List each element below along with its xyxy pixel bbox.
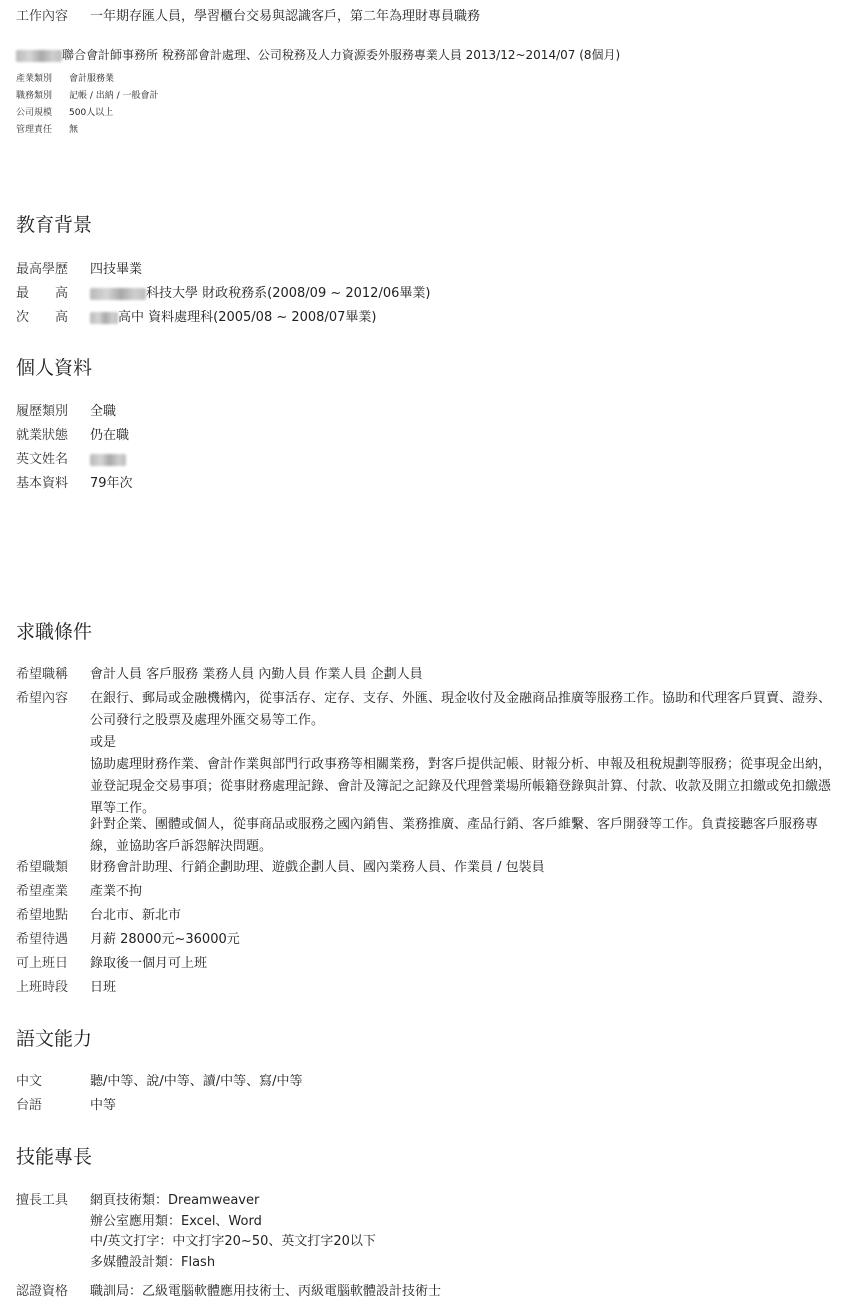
detail-label: 公司規模 — [16, 108, 53, 118]
skills-cert-label: 認證資格 — [16, 1284, 69, 1299]
education-highest-label: 最高學歷 — [16, 262, 69, 277]
redacted-english-name — [90, 454, 126, 466]
skills-tools-label: 擅長工具 — [16, 1193, 69, 1208]
job-value: 錄取後一個月可上班 — [90, 956, 208, 971]
job-label: 希望產業 — [16, 884, 69, 899]
job-label: 希望職類 — [16, 860, 69, 875]
redacted-company-name — [16, 50, 62, 62]
language-label: 中文 — [16, 1074, 43, 1089]
skills-tool-item: 辦公室應用類：Excel、Word — [90, 1214, 262, 1229]
job-value: 月薪 28000元~36000元 — [90, 932, 240, 947]
skills-cert-value: 職訓局：乙級電腦軟體應用技術士、丙級電腦軟體設計技術士 — [90, 1284, 442, 1299]
education-second-value: 高中 資料處理科(2005/08 ~ 2008/07畢業) — [118, 310, 377, 325]
job-content-or: 或是 — [90, 735, 117, 750]
job-heading: 求職條件 — [16, 621, 93, 643]
job-label: 希望地點 — [16, 908, 69, 923]
personal-value-wrap — [90, 451, 126, 469]
job-label: 希望待遇 — [16, 932, 69, 947]
experience-company-row — [16, 46, 620, 64]
job-value: 財務會計助理、行銷企劃助理、遊戲企劃人員、國內業務人員、作業員 / 包裝員 — [90, 860, 545, 875]
work-content-value: 一年期存匯人員，學習櫃台交易與認識客戶，第二年為理財專員職務 — [90, 9, 481, 24]
personal-value: 79年次 — [90, 476, 133, 491]
education-second-label: 次 高 — [16, 310, 69, 325]
redacted-school-name — [90, 312, 118, 324]
experience-company-text: 聯合會計師事務所 稅務部會計處理、公司稅務及人力資源委外服務專業人員 2013/12~2014/07 (8個月) — [62, 48, 621, 62]
personal-label: 履歷類別 — [16, 404, 69, 419]
detail-value: 500人以上 — [69, 108, 114, 118]
language-heading: 語文能力 — [16, 1028, 93, 1050]
personal-heading: 個人資料 — [16, 357, 93, 379]
personal-value: 仍在職 — [90, 428, 130, 443]
detail-value: 無 — [69, 125, 79, 135]
job-content-paragraph: 協助處理財務作業、會計作業與部門行政事務等相關業務，對客戶提供記帳、財報分析、申報及租稅規劃等服務；從事現金出納，並登記現金交易事項；從事財務處理記錄、會計及簿記之記錄及代理營業場所帳籍登錄與計算、付款、收款及開立扣繳或免扣繳憑單等工作。 — [90, 757, 832, 816]
detail-value: 記帳 / 出納 / 一般會計 — [69, 91, 159, 101]
job-value: 台北市、新北市 — [90, 908, 182, 923]
detail-label: 管理責任 — [16, 125, 53, 135]
job-label: 可上班日 — [16, 956, 69, 971]
job-content-paragraph: 針對企業、團體或個人，從事商品或服務之國內銷售、業務推廣、產品行銷、客戶維繫、客戶開發等工作。負責接聽客戶服務專線，並協助客戶訴怨解決問題。 — [90, 817, 819, 854]
education-heading: 教育背景 — [16, 214, 93, 236]
education-first-label: 最 高 — [16, 286, 69, 301]
personal-label: 英文姓名 — [16, 452, 69, 467]
language-value: 聽/中等、說/中等、讀/中等、寫/中等 — [90, 1074, 303, 1089]
job-content-paragraph: 在銀行、郵局或金融機構內，從事活存、定存、支存、外匯、現金收付及金融商品推廣等服務工作。協助和代理客戶買賣、證券、公司發行之股票及處理外匯交易等工作。 — [90, 691, 832, 728]
personal-label: 基本資料 — [16, 476, 69, 491]
job-content-label: 希望內容 — [16, 691, 69, 706]
language-label: 台語 — [16, 1098, 43, 1113]
detail-label: 職務類別 — [16, 91, 53, 101]
skills-heading: 技能專長 — [16, 1146, 93, 1168]
detail-label: 產業類別 — [16, 74, 53, 84]
detail-value: 會計服務業 — [69, 74, 115, 84]
job-value: 產業不拘 — [90, 884, 143, 899]
education-highest-value: 四技畢業 — [90, 262, 143, 277]
personal-value: 全職 — [90, 404, 117, 419]
education-second-value-wrap — [90, 309, 376, 327]
job-label: 上班時段 — [16, 980, 69, 995]
redacted-school-name — [90, 288, 146, 300]
language-value: 中等 — [90, 1098, 117, 1113]
work-content-label: 工作內容 — [16, 9, 69, 24]
skills-tool-item: 多媒體設計類：Flash — [90, 1255, 216, 1270]
skills-tool-item: 中/英文打字：中文打字20~50、英文打字20以下 — [90, 1234, 376, 1249]
job-title-value: 會計人員 客戶服務 業務人員 內勤人員 作業人員 企劃人員 — [90, 667, 423, 682]
job-value: 日班 — [90, 980, 117, 995]
education-first-value: 科技大學 財政稅務系(2008/09 ~ 2012/06畢業) — [146, 286, 431, 301]
education-first-value-wrap — [90, 285, 430, 303]
personal-label: 就業狀態 — [16, 428, 69, 443]
skills-tool-item: 網頁技術類：Dreamweaver — [90, 1193, 260, 1208]
job-title-label: 希望職稱 — [16, 667, 69, 682]
